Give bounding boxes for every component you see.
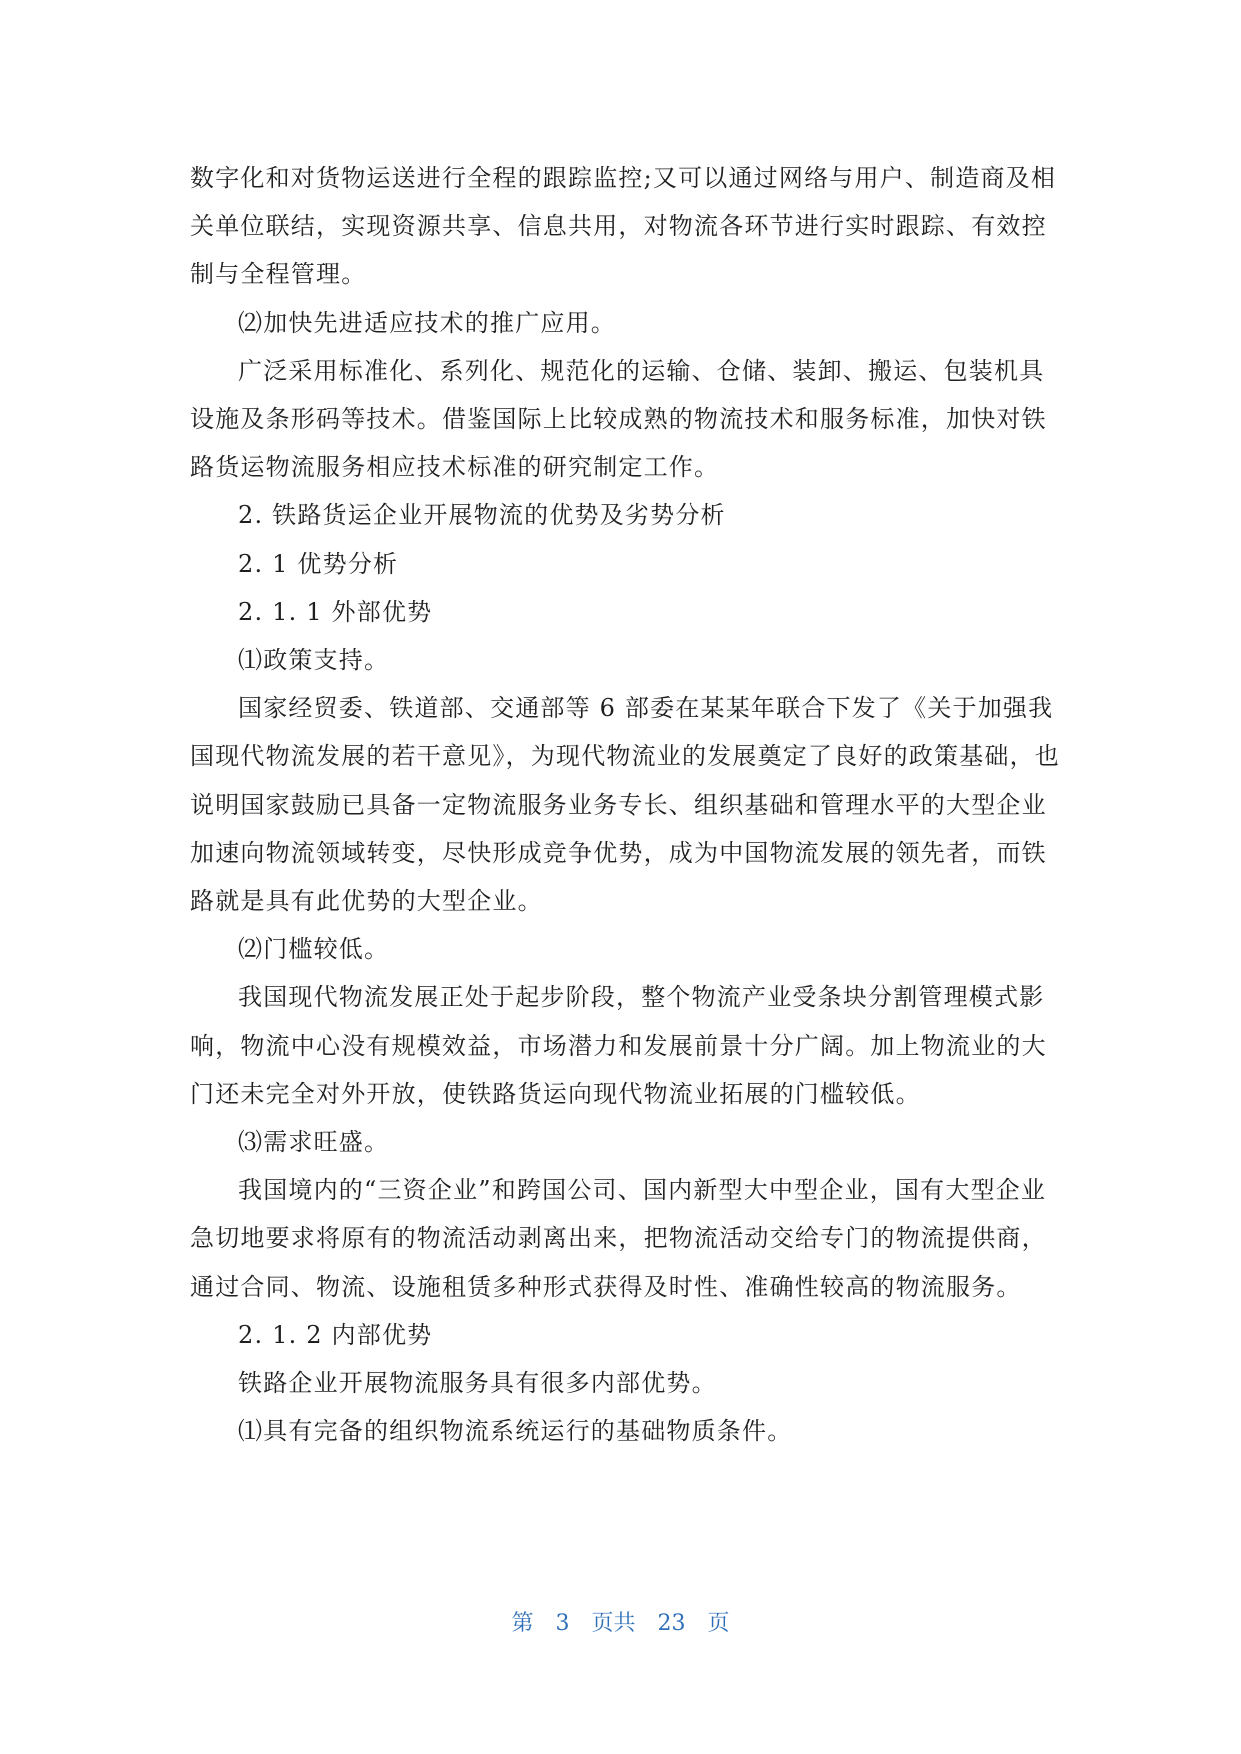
page-footer <box>0 1606 1241 1637</box>
paragraph: 数字化和对货物运送进行全程的跟踪监控;又可以通过网络与用户、制造商及相关单位联结，实现资源共享、信息共用，对物流各环节进行实时跟踪、有效控制与全程管理。 <box>190 164 1057 289</box>
list-item-heading: ⑵加快先进适应技术的推广应用。 <box>238 308 616 337</box>
footer-prefix: 第 <box>511 1611 534 1636</box>
list-item-heading: ⑶需求旺盛。 <box>238 1128 390 1157</box>
subsubsection-heading: 2. 1. 2 内部优势 <box>238 1320 433 1349</box>
total-pages: 23 <box>657 1611 686 1636</box>
list-item-heading: ⑵门槛较低。 <box>238 935 390 964</box>
paragraph: 国家经贸委、铁道部、交通部等 6 部委在某某年联合下发了《关于加强我国现代物流发展的若干意见》，为现代物流业的发展奠定了良好的政策基础，也说明国家鼓励已具备一定物流服务业务专长、组织基础和管理水平的大型企业加速向物流领域转变，尽快形成竞争优势，成为中国物流发展的领先者，而铁路就是具有此优势的大型企业。 <box>190 694 1060 916</box>
paragraph: 广泛采用标准化、系列化、规范化的运输、仓储、装卸、搬运、包装机具设施及条形码等技术。借鉴国际上比较成熟的物流技术和服务标准，加快对铁路货运物流服务相应技术标准的研究制定工作。 <box>190 356 1047 482</box>
subsubsection-heading: 2. 1. 1 外部优势 <box>238 597 433 626</box>
section-heading: 2. 铁路货运企业开展物流的优势及劣势分析 <box>238 501 726 530</box>
page-number: 3 <box>555 1611 570 1636</box>
footer-suffix: 页 <box>707 1611 730 1636</box>
list-item-heading: ⑴具有完备的组织物流系统运行的基础物质条件。 <box>238 1417 793 1446</box>
body-text <box>190 154 1060 1455</box>
footer-middle: 页共 <box>591 1611 636 1636</box>
paragraph: 我国境内的“三资企业”和跨国公司、国内新型大中型企业，国有大型企业急切地要求将原有的物流活动剥离出来，把物流活动交给专门的物流提供商，通过合同、物流、设施租赁多种形式获得及时性、准确性较高的物流服务。 <box>190 1176 1047 1301</box>
list-item-heading: ⑴政策支持。 <box>238 646 390 675</box>
paragraph: 铁路企业开展物流服务具有很多内部优势。 <box>238 1369 717 1398</box>
paragraph: 我国现代物流发展正处于起步阶段，整个物流产业受条块分割管理模式影响，物流中心没有规模效益，市场潜力和发展前景十分广阔。加上物流业的大门还未完全对外开放，使铁路货运向现代物流业拓展的门槛较低。 <box>190 983 1047 1108</box>
subsection-heading: 2. 1 优势分析 <box>238 549 399 578</box>
